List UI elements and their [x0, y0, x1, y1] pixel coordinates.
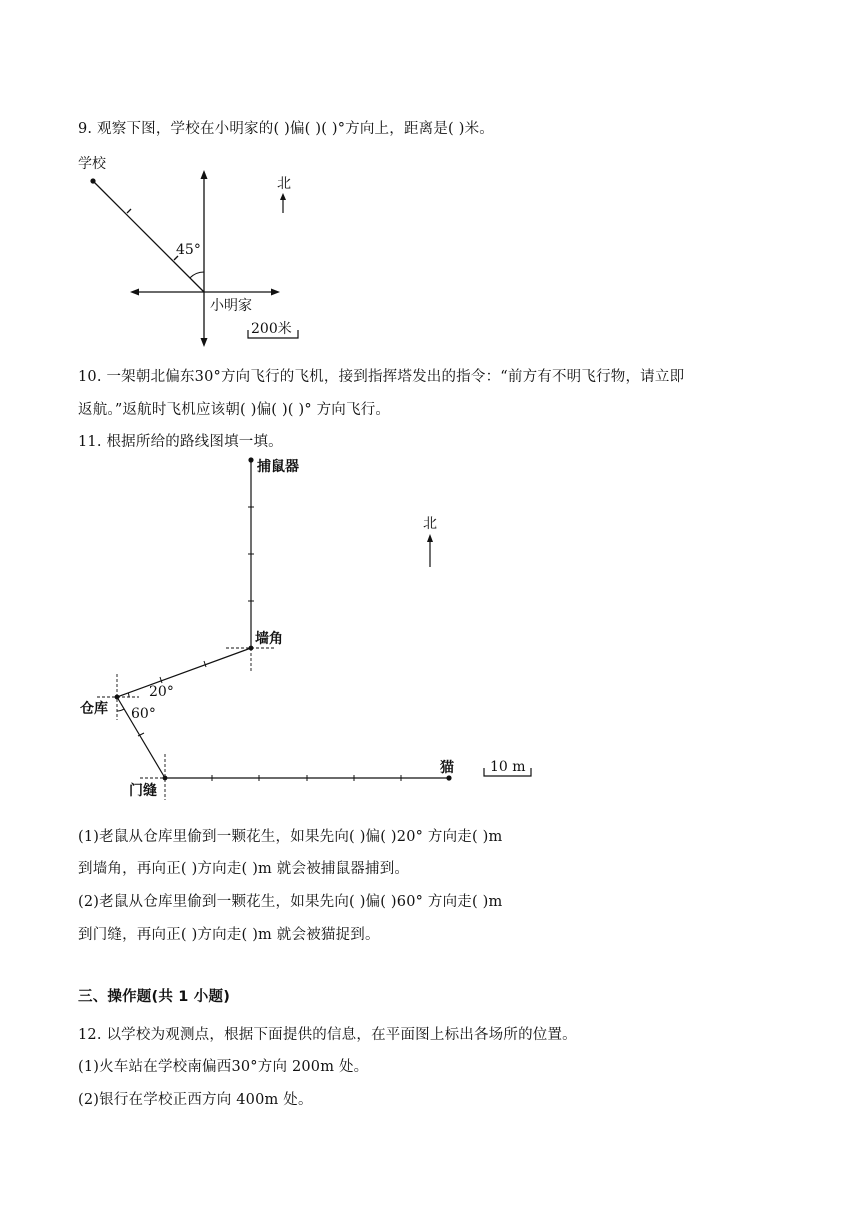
warehouse-label: 仓库 — [80, 701, 108, 717]
q11-route-figure — [70, 450, 550, 810]
q12-sub1: (1)火车站在学校南偏西30°方向 200m 处。 — [78, 1059, 369, 1075]
scale-tick — [127, 209, 131, 213]
angle-arc — [190, 272, 204, 278]
angle20-label: 20° — [149, 684, 174, 700]
q11-sub2-line2: 到门缝，再向正( )方向走( )m 就会被猫捉到。 — [78, 927, 380, 943]
north-label: 北 — [423, 516, 437, 532]
q10-line1: 10. 一架朝北偏东30°方向飞行的飞机，接到指挥塔发出的指令：“前方有不明飞行物，请立即 — [78, 369, 685, 385]
axis-arrow-left — [130, 289, 139, 296]
q11-sub2-line1: (2)老鼠从仓库里偷到一颗花生，如果先向( )偏( )60° 方向走( )m — [78, 894, 503, 910]
north-label: 北 — [277, 176, 291, 192]
trap-label: 捕鼠器 — [257, 459, 299, 475]
angle60-arc — [117, 709, 124, 711]
q12-question-text: 12. 以学校为观测点，根据下面提供的信息，在平面图上标出各场所的位置。 — [78, 1027, 577, 1043]
cat-point — [446, 775, 451, 780]
q9-question-text: 9. 观察下图，学校在小明家的( )偏( )( )°方向上，距离是( )米。 — [78, 121, 494, 137]
axis-arrow-down — [201, 338, 208, 347]
axis-arrow-up — [201, 170, 208, 179]
scale-label: 200米 — [251, 321, 292, 337]
angle-label: 45° — [176, 242, 201, 258]
north-arrow-head — [427, 534, 433, 542]
q11-sub1-line1: (1)老鼠从仓库里偷到一颗花生，如果先向( )偏( )20° 方向走( )m — [78, 829, 503, 845]
corner-label: 墙角 — [255, 631, 283, 647]
axis-arrow-right — [271, 289, 280, 296]
school-label: 学校 — [78, 156, 106, 172]
door-label: 门缝 — [129, 783, 157, 799]
angle20-arc — [128, 693, 129, 697]
cat-label: 猫 — [440, 760, 454, 776]
school-direction-line — [93, 181, 204, 292]
warehouse-corner-path — [117, 648, 251, 697]
q11-question-text: 11. 根据所给的路线图填一填。 — [78, 434, 283, 450]
q9-direction-figure — [70, 150, 310, 350]
north-arrow-head — [280, 193, 286, 200]
angle60-label: 60° — [131, 706, 156, 722]
q10-line2: 返航。”返航时飞机应该朝( )偏( )( )° 方向飞行。 — [78, 402, 391, 418]
scale-label: 10 m — [490, 759, 526, 775]
home-label: 小明家 — [210, 298, 252, 314]
scale-tick — [160, 677, 162, 683]
section3-heading: 三、操作题(共 1 小题) — [78, 989, 231, 1005]
q11-sub1-line2: 到墙角，再向正( )方向走( )m 就会被捕鼠器捕到。 — [78, 861, 410, 877]
q12-sub2: (2)银行在学校正西方向 400m 处。 — [78, 1092, 313, 1108]
